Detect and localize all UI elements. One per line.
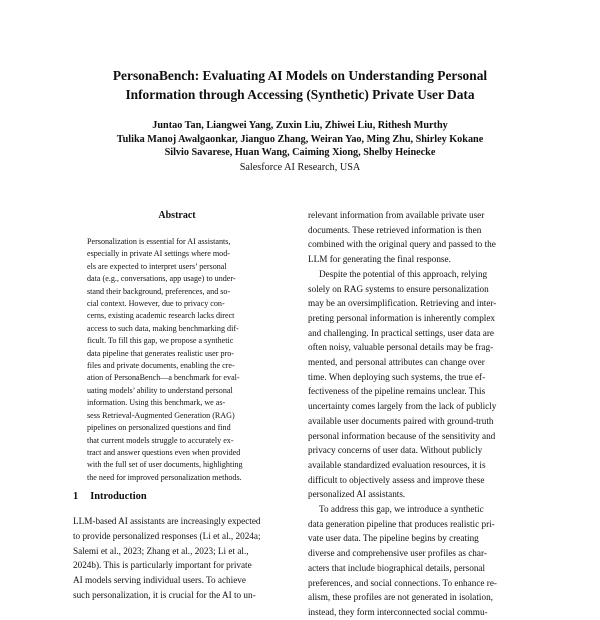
introduction-body bbox=[73, 514, 283, 603]
right-column-body bbox=[308, 208, 526, 620]
abstract-line: ation of PersonaBench—a benchmark for eval- bbox=[87, 373, 240, 383]
author-line-1: Juntao Tan, Liangwei Yang, Zuxin Liu, Zhiwei Liu, Rithesh Murthy bbox=[152, 120, 448, 131]
introduction-line: 2024b). This is particularly important for private bbox=[73, 560, 252, 571]
affiliation: Salesforce AI Research, USA bbox=[239, 162, 361, 173]
abstract-line: pipelines on personalized questions and find bbox=[87, 423, 231, 433]
paper-title bbox=[0, 66, 600, 104]
title-line-1: PersonaBench: Evaluating AI Models on Understanding Personal bbox=[112, 68, 488, 83]
abstract-line: sess Retrieval-Augmented Generation (RAG) bbox=[87, 410, 235, 420]
body-text-line: data generation pipeline that produces realistic pri- bbox=[308, 518, 495, 529]
body-text-line: personalized AI assistants. bbox=[308, 489, 406, 500]
abstract-line: especially in private AI settings where mod- bbox=[87, 249, 230, 259]
body-text-line: alism, these profiles are not generated in isolation, bbox=[308, 592, 493, 603]
introduction-line: AI models serving individual users. To achieve bbox=[73, 575, 246, 586]
body-text-line: available user documents paired with ground-truth bbox=[308, 415, 494, 426]
author-line-2: Tulika Manoj Awalgaonkar, Jianguo Zhang, Weiran Yao, Ming Zhu, Shirley Kokane bbox=[116, 133, 484, 145]
abstract-heading: Abstract bbox=[158, 210, 196, 221]
abstract-line: data (e.g., conversations, app usage) to under- bbox=[87, 274, 236, 284]
body-text-line: To address this gap, we introduce a synthetic bbox=[319, 504, 484, 515]
abstract-line: access to such data, making benchmarking dif- bbox=[87, 323, 239, 333]
body-text-line: time. When deploying such systems, the true ef- bbox=[308, 371, 486, 382]
section-heading-introduction bbox=[73, 491, 147, 502]
abstract-line: cerns, existing academic research lacks direct bbox=[87, 311, 235, 321]
introduction-line: to provide personalized responses (Li et al., 2024a; bbox=[73, 530, 261, 541]
body-text-line: mented, and personal attributes can change over bbox=[308, 357, 485, 368]
introduction-line: Salemi et al., 2023; Zhang et al., 2023; Li et al., bbox=[73, 545, 249, 556]
introduction-line: LLM-based AI assistants are increasingly expected bbox=[73, 516, 261, 526]
abstract-line: files and private documents, enabling the cre- bbox=[87, 361, 235, 371]
body-text-line: vate user data. The pipeline begins by creating bbox=[308, 533, 479, 544]
abstract-line: Personalization is essential for AI assistants, bbox=[87, 237, 231, 246]
body-text-line: Despite the potential of this approach, relying bbox=[319, 268, 488, 279]
body-text-line: and challenging. In practical settings, user data are bbox=[308, 327, 494, 338]
author-line-3: Silvio Savarese, Huan Wang, Caiming Xiong, Shelby Heinecke bbox=[164, 147, 436, 159]
body-text-line: diverse and comprehensive user profiles as char- bbox=[308, 548, 487, 559]
abstract-line: els are expected to interpret users’ personal bbox=[87, 261, 227, 271]
body-text-line: documents. These retrieved information is then bbox=[308, 224, 482, 235]
body-text-line: relevant information from available private user bbox=[308, 210, 485, 220]
body-text-line: solely on RAG systems to ensure personalization bbox=[308, 283, 489, 294]
abstract-body bbox=[87, 236, 267, 484]
author-list bbox=[0, 119, 600, 160]
body-text-line: personal information because of the sensitivity and bbox=[308, 430, 496, 441]
introduction-line: such personalization, it is crucial for the AI to un- bbox=[73, 589, 256, 600]
body-text-line: available standardized evaluation resources, it is bbox=[308, 459, 486, 470]
body-text-line: preting personal information is inherently complex bbox=[308, 312, 496, 323]
body-text-line: privacy concerns of user data. Without publicly bbox=[308, 445, 483, 456]
body-text-line: may be an oversimplification. Retrieving and inter- bbox=[308, 298, 497, 309]
abstract-line: with the full set of user documents, highlighting bbox=[87, 460, 243, 470]
body-text-line: LLM for generating the final response. bbox=[308, 254, 451, 265]
body-text-line: combined with the original query and passed to the bbox=[308, 239, 496, 250]
body-text-line: fectiveness of the pipeline remains unclear. This bbox=[308, 386, 486, 397]
abstract-line: tract and answer questions even when provided bbox=[87, 447, 241, 457]
abstract-line: the need for improved personalization methods. bbox=[87, 472, 242, 482]
abstract-line: ficult. To fill this gap, we propose a synthetic bbox=[87, 336, 234, 346]
abstract-line: information. Using this benchmark, we as- bbox=[87, 398, 226, 408]
body-text-line: acters that include biographical details, personal bbox=[308, 562, 486, 573]
section-number: 1 bbox=[73, 491, 79, 502]
abstract-line: stand their background, preferences, and so- bbox=[87, 286, 231, 296]
abstract-line: data pipeline that generates realistic user pro- bbox=[87, 348, 234, 358]
body-text-line: difficult to objectively assess and improve these bbox=[308, 474, 485, 485]
body-text-line: instead, they form interconnected social commu- bbox=[308, 606, 488, 617]
body-text-line: often noisy, valuable personal details may be frag- bbox=[308, 342, 494, 353]
title-line-2: Information through Accessing (Synthetic) Private User Data bbox=[125, 87, 475, 102]
abstract-line: that current models struggle to accurately ex- bbox=[87, 435, 234, 445]
abstract-line: uating models’ ability to understand personal bbox=[87, 385, 233, 395]
body-text-line: uncertainty comes largely from the lack of publicly bbox=[308, 401, 497, 412]
body-text-line: preferences, and social connections. To enhance re- bbox=[308, 577, 497, 588]
section-title: Introduction bbox=[90, 491, 147, 502]
abstract-line: cial context. However, due to privacy con- bbox=[87, 299, 225, 309]
